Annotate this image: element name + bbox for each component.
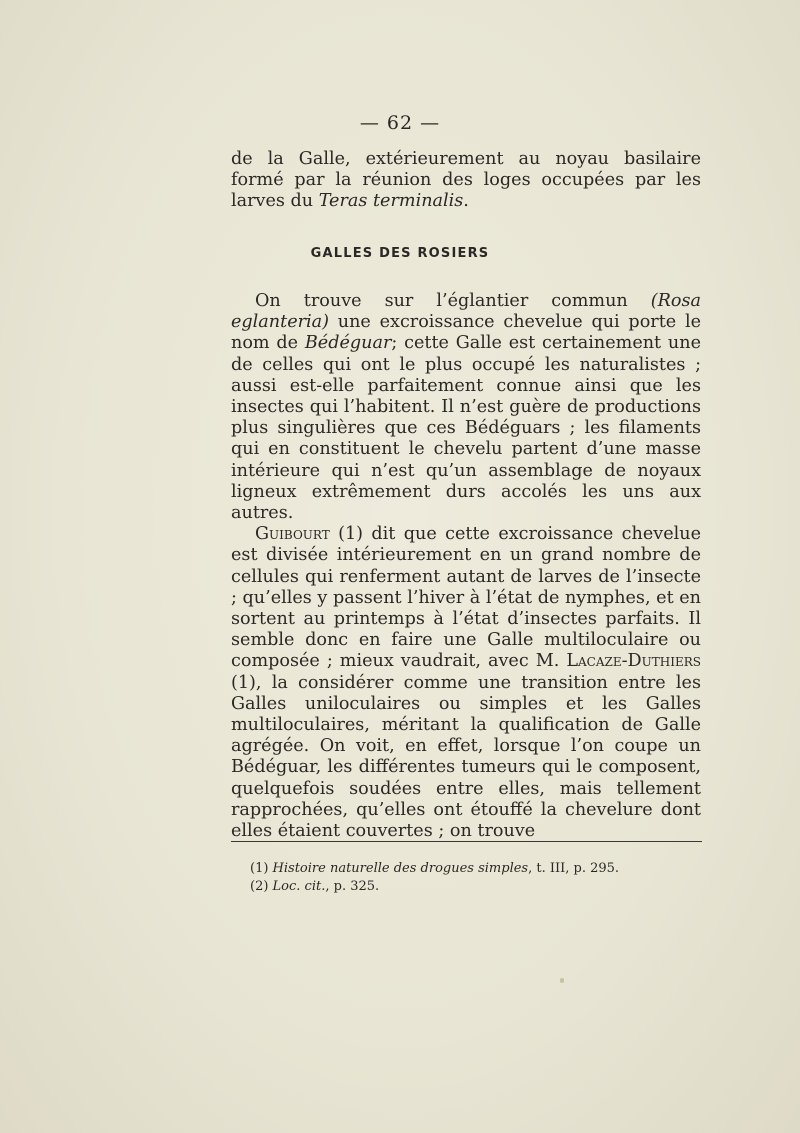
author-lacaze-duthiers: Lacaze-Duthiers (566, 651, 701, 672)
footnote-1-mark: (1) (250, 861, 273, 876)
intro-paragraph (231, 149, 701, 213)
footnote-1 (250, 860, 690, 878)
intro-end: . (463, 191, 469, 212)
paragraph2-text-b: (1), la considérer comme une transition entre les Galles uniloculaires ou simples et les Galles multiloculaires, méritant la qualification de Galle agrégée. On voit, en effet, lorsque l’on coupe un Bédéguar, les différentes tumeurs qui le composent, quelquefois soudées entre elles, mais tellement rapprochées, qu’elles ont étouffé la chevelure dont elles étaient couvertes ; on trouve (231, 672, 701, 842)
paragraph-guibourt (231, 524, 701, 842)
page-number: — 62 — (359, 112, 441, 134)
paragraph2-text-a: (1) dit que cette excroissance chevelue est divisée intérieurement en un grand nombre de cellules qui renferment autant de larves de l’insecte ; qu’elles y passent l’hiver à l’état de nymphes, et en sortent au printemps à l’état d’insectes parfaits. Il semble donc en faire une Galle multiloculaire ou composée ; mieux vaudrait, avec M. (231, 524, 701, 672)
footnote-divider (231, 841, 702, 842)
footnote-2 (250, 878, 690, 896)
footnote-1-title: Histoire naturelle des drogues simples (272, 861, 529, 876)
footnote-2-title: Loc. cit. (272, 879, 326, 894)
author-guibourt: Guibourt (255, 524, 330, 545)
paragraph1-latin-name: (Rosa eglanteria) (231, 291, 701, 333)
paragraph1-text-c: ; cette Galle est certainement une de celles qui ont le plus occupé les naturalistes ; aussi est-elle parfaitement connue ainsi que les insectes qui l’habitent. Il n’est guère de productions plus singulières que ces Bédéguars ; les filaments qui en constituent le chevelu partent d’une masse intérieure qui n’est qu’un assemblage de noyaux ligneux extrêmement durs accolés les uns aux autres. (231, 333, 701, 524)
paragraph1-text-a: On trouve sur l’églantier commun (255, 291, 651, 311)
footnotes (250, 860, 690, 896)
footnote-2-ref: , p. 325. (325, 879, 380, 894)
footnote-2-mark: (2) (250, 879, 273, 894)
section-heading: GALLES DES ROSIERS (310, 246, 490, 261)
paragraph1-bedeguar: Bédéguar (304, 333, 392, 354)
footnote-1-ref: , t. III, p. 295. (528, 861, 620, 876)
body-text (231, 291, 701, 842)
intro-text: de la Galle, extérieurement au noyau basilaire formé par la réunion des loges occupées par les larves du (231, 149, 701, 212)
paragraph-eglantier (231, 291, 701, 524)
paper-spot (560, 978, 564, 983)
paragraph1-text-b: une excroissance chevelue qui porte le nom de (231, 312, 701, 354)
intro-species: Teras terminalis (318, 191, 464, 212)
